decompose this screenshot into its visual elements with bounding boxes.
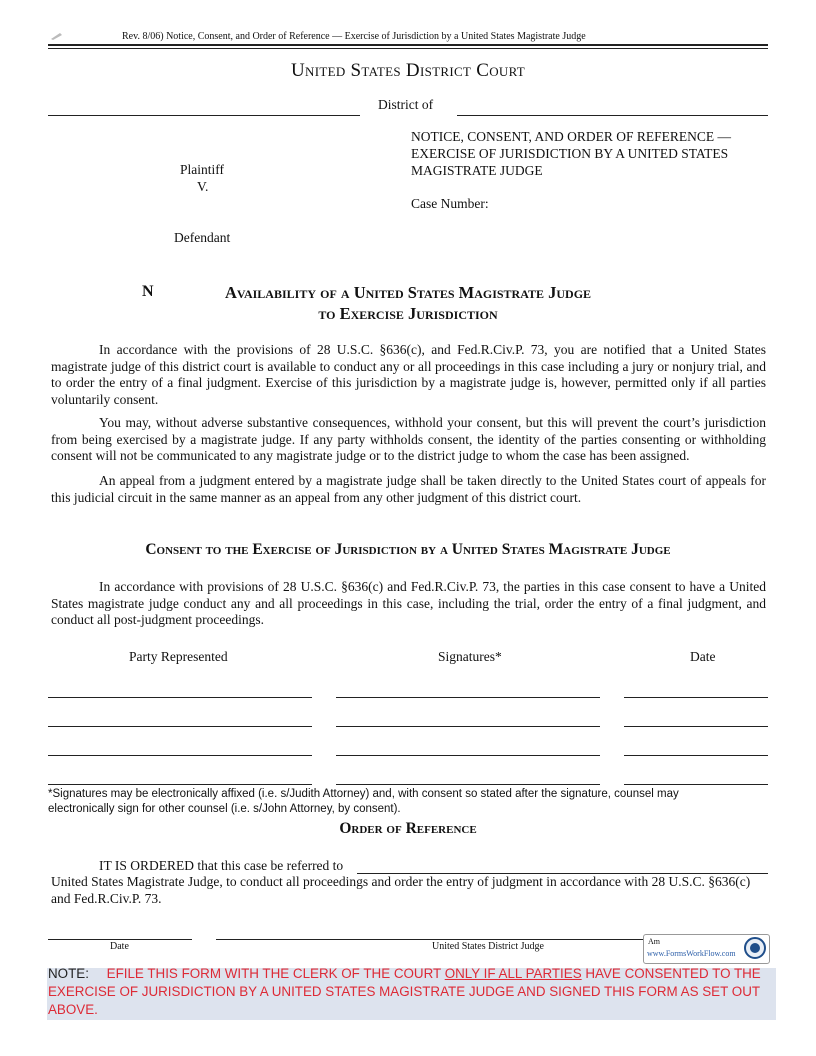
district-label: District of [378, 97, 434, 112]
date-header: Date [690, 649, 716, 664]
availability-heading-line2: to Exercise Jurisdiction [318, 304, 498, 323]
versus-label: V. [197, 179, 209, 194]
signature-line[interactable] [336, 784, 600, 785]
signatures-header: Signatures* [438, 649, 502, 664]
party-represented-header: Party Represented [129, 649, 228, 664]
notice-title [411, 128, 771, 179]
notice-title-line: NOTICE, CONSENT, AND ORDER OF REFERENCE — [411, 129, 732, 144]
signature-line[interactable] [336, 726, 600, 727]
date-line[interactable] [624, 697, 768, 698]
globe-icon [744, 937, 766, 959]
order-continuation: United States Magistrate Judge, to conduct all proceedings and order the entry of judgment in accordance with 28 U.S.C. §636(c) and Fed.R.Civ.P. 73. [51, 874, 751, 906]
order-date-line[interactable] [48, 939, 192, 940]
plaintiff-label: Plaintiff [180, 162, 225, 177]
header-rule-thin [48, 48, 768, 49]
party-represented-line[interactable] [48, 755, 312, 756]
notice-title-line: EXERCISE OF JURISDICTION BY A UNITED STATES [411, 146, 729, 161]
availability-paragraph: An appeal from a judgment entered by a magistrate judge shall be taken directly to the United States court of appeals for this judicial circuit in the same manner as an appeal from any other judgment of this district court. [51, 473, 766, 505]
notice-title-line: MAGISTRATE JUDGE [411, 163, 543, 178]
revision-line: Rev. 8/06) Notice, Consent, and Order of Reference — Exercise of Jurisdiction by a United States Magistrate Judge [122, 31, 586, 42]
case-number-label: Case Number: [411, 196, 489, 211]
note-emphasis: ONLY IF ALL PARTIES [444, 966, 582, 981]
section-marker: N [142, 283, 154, 300]
district-name-line[interactable] [457, 115, 768, 116]
judge-label: United States District Judge [432, 941, 544, 952]
date-line[interactable] [624, 726, 768, 727]
consent-heading: Consent to the Exercise of Jurisdiction by a United States Magistrate Judge [145, 541, 671, 558]
efile-note: NOTE: EFILE THIS FORM WITH THE CLERK OF THE COURT ONLY IF ALL PARTIES HAVE CONSENTED TO THE EXERCISE OF JURISDICTION BY A UNITED STATES MAGISTRATE JUDGE AND SIGNED THIS FORM AS SET OUT ABOVE. [48, 966, 761, 1017]
signature-line[interactable] [336, 697, 600, 698]
date-line[interactable] [624, 755, 768, 756]
party-represented-line[interactable] [48, 726, 312, 727]
signature-line[interactable] [336, 755, 600, 756]
header-rule [48, 44, 768, 46]
court-title: United States District Court [291, 60, 525, 81]
consent-paragraph: In accordance with provisions of 28 U.S.C. §636(c) and Fed.R.Civ.P. 73, the parties in this case consent to have a United States magistrate judge conduct any and all proceedings in this case, including the trial, order the entry of a final judgment, and conduct all post-judgment proceedings. [51, 579, 766, 627]
order-text: IT IS ORDERED that this case be referred to [99, 858, 344, 873]
note-prefix: NOTE: [48, 966, 89, 981]
party-represented-line[interactable] [48, 784, 312, 785]
availability-paragraph: You may, without adverse substantive consequences, withhold your consent, but this will prevent the court’s jurisdiction from being exercised by a magistrate judge. If any party withholds consent, the identity of the parties consenting or withholding consent will not be communicated to any magistrate judge or to the district judge to whom the case has been assigned. [51, 415, 766, 463]
availability-heading: Availability of a United States Magistrate Judge [224, 283, 592, 302]
date-line[interactable] [624, 784, 768, 785]
signature-footnote: *Signatures may be electronically affixed (i.e. s/Judith Attorney) and, with consent so stated after the signature, counsel may electronically sign for other counsel (i.e. s/John Attorney, by consent). [48, 788, 679, 815]
order-date-label: Date [110, 941, 129, 952]
stamp-text: Am [648, 937, 660, 946]
formsworkflow-stamp [643, 934, 770, 964]
defendant-label: Defendant [174, 230, 231, 245]
pencil-icon [50, 31, 64, 41]
availability-paragraph: In accordance with the provisions of 28 U.S.C. §636(c), and Fed.R.Civ.P. 73, you are notified that a United States magistrate judge of this district court is available to conduct any or all proceedings in this case including a jury or nonjury trial, and to order the entry of a final judgment. Exercise of this jurisdiction by a magistrate judge is, however, permitted only if all parties voluntarily consent. [51, 342, 766, 407]
stamp-url: www.FormsWorkFlow.com [647, 949, 736, 958]
order-heading: Order of Reference [339, 820, 477, 837]
district-left-line[interactable] [48, 115, 360, 116]
party-represented-line[interactable] [48, 697, 312, 698]
